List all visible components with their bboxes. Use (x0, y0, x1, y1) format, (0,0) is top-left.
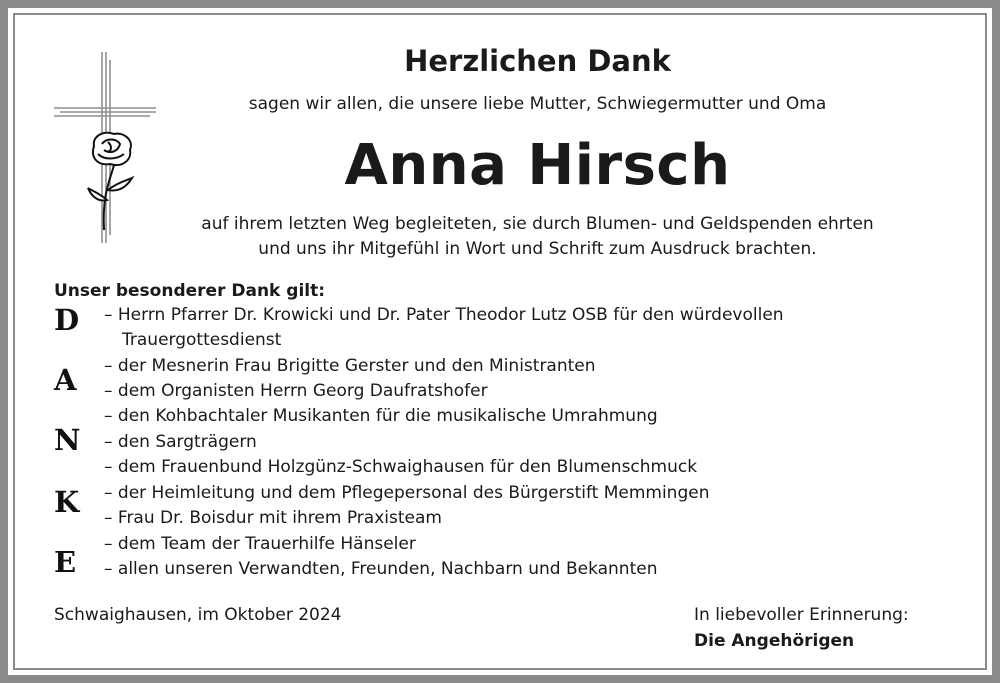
place-date: Schwaighausen, im Oktober 2024 (54, 605, 342, 625)
danke-letter-a: A (54, 363, 77, 397)
danke-letter-d: D (54, 303, 80, 337)
danke-letter-e: E (54, 545, 77, 579)
thanks-item: – der Heimleitung und dem Pflegepersonal des Bürgerstift Memmingen (104, 483, 710, 503)
body-line-2: und uns ihr Mitgefühl in Wort und Schrift zum Ausdruck brachten. (258, 239, 817, 259)
deceased-name: Anna Hirsch (344, 133, 731, 198)
special-thanks-heading: Unser besonderer Dank gilt: (54, 281, 326, 301)
thanks-item: – Frau Dr. Boisdur mit ihrem Praxisteam (104, 508, 442, 528)
page-title: Herzlichen Dank (404, 44, 671, 78)
thanks-item: – dem Organisten Herrn Georg Daufratshofer (104, 381, 488, 401)
thanks-item: – den Kohbachtaler Musikanten für die musikalische Umrahmung (104, 406, 658, 426)
signers: Die Angehörigen (694, 631, 855, 651)
thanks-item: – dem Frauenbund Holzgünz-Schwaighausen für den Blumenschmuck (104, 457, 698, 477)
thanks-item: Trauergottesdienst (122, 330, 282, 350)
body-line-1: auf ihrem letzten Weg begleiteten, sie durch Blumen- und Geldspenden ehrten (201, 214, 874, 234)
thanks-item: – Herrn Pfarrer Dr. Krowicki und Dr. Pater Theodor Lutz OSB für den würdevollen (104, 305, 784, 325)
closing-line: In liebevoller Erinnerung: (694, 605, 909, 625)
thanks-item: – den Sargträgern (104, 432, 257, 452)
danke-letter-n: N (54, 423, 81, 457)
subtitle: sagen wir allen, die unsere liebe Mutter, Schwiegermutter und Oma (248, 94, 827, 114)
danke-letter-k: K (54, 485, 80, 519)
thanks-item: – allen unseren Verwandten, Freunden, Nachbarn und Bekannten (104, 559, 658, 579)
thanks-item: – der Mesnerin Frau Brigitte Gerster und den Ministranten (104, 356, 596, 376)
thanks-item: – dem Team der Trauerhilfe Hänseler (104, 534, 416, 554)
